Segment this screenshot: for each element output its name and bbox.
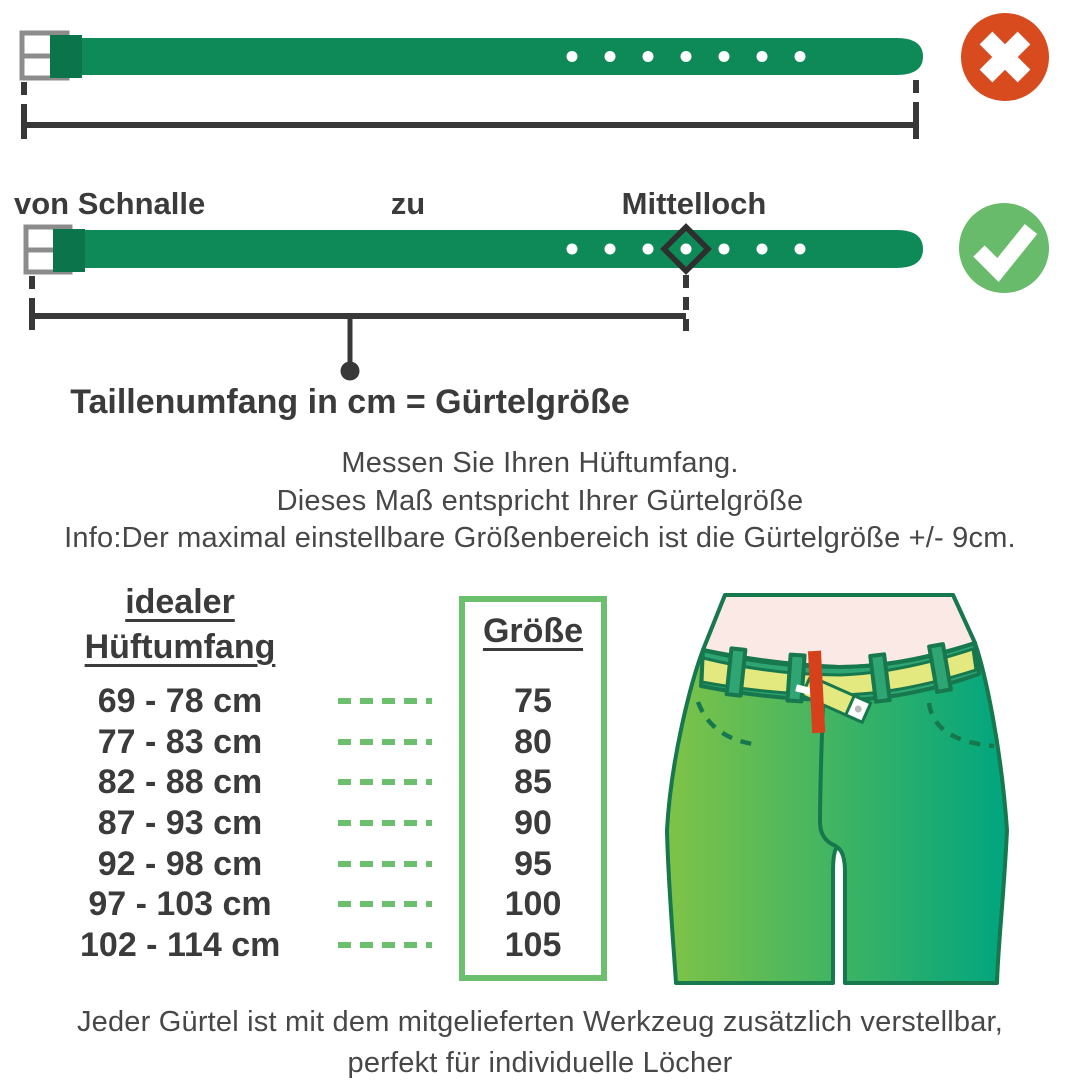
- label-middle-hole: Mittelloch: [621, 186, 767, 221]
- hip-range-value: 102 - 114 cm: [80, 926, 281, 965]
- dash-connector: [338, 779, 432, 785]
- hip-range-value: 69 - 78 cm: [97, 682, 263, 720]
- pants-illustration: [667, 595, 1007, 983]
- belt-tab: [50, 35, 82, 78]
- size-table-row: [0, 722, 620, 763]
- size-table-row: [0, 762, 620, 803]
- hip-range-value: 77 - 83 cm: [97, 722, 263, 761]
- size-table-row: [0, 925, 620, 966]
- belt-size-value: 85: [514, 763, 552, 802]
- size-table-row: [0, 884, 620, 925]
- belt-size-value: 95: [514, 844, 552, 883]
- size-formula: Taillenumfang in cm = Gürtelgröße: [70, 383, 630, 421]
- dash-connector: [338, 901, 432, 907]
- hip-header-line2: Hüftumfang: [84, 628, 276, 666]
- size-table-row: [0, 844, 620, 885]
- hip-range-value: 87 - 93 cm: [97, 804, 263, 843]
- footer-note: [0, 1002, 1080, 1080]
- x-circle-icon: [961, 13, 1049, 101]
- hip-header-line1: idealer: [125, 583, 235, 621]
- belt-illustration-right: [26, 203, 1049, 381]
- belt-size-value: 90: [514, 804, 552, 843]
- belt-size-value: 80: [514, 722, 552, 761]
- hip-range-value: 82 - 88 cm: [97, 763, 263, 802]
- belt-illustration-wrong: [22, 13, 1049, 139]
- hip-range-value: 97 - 103 cm: [88, 885, 272, 924]
- belt-tab: [53, 229, 85, 272]
- instructions: [0, 445, 1080, 558]
- measure-line-right: [32, 302, 686, 330]
- size-table-row: [0, 803, 620, 844]
- dash-connector: [338, 698, 432, 704]
- dash-connector: [338, 942, 432, 948]
- instruction-line: Messen Sie Ihren Hüftumfang.: [341, 447, 739, 479]
- dash-connector: [338, 820, 432, 826]
- footer-line: Jeder Gürtel ist mit dem mitgelieferten Werkzeug zusätzlich verstellbar,: [76, 1006, 1004, 1038]
- belt-strap: [60, 230, 923, 268]
- dash-connector: [338, 861, 432, 867]
- footer-line: perfekt für individuelle Löcher: [347, 1047, 733, 1079]
- hip-range-value: 92 - 98 cm: [97, 844, 263, 883]
- belt-strap: [60, 38, 923, 75]
- size-header: Größe: [482, 612, 584, 650]
- size-table-rows: [0, 681, 620, 966]
- belt-size-value: 100: [504, 885, 562, 924]
- belt-size-value: 75: [514, 682, 552, 720]
- measure-line-wrong: [24, 111, 916, 139]
- pointer-dot: [341, 362, 360, 381]
- label-from-buckle: von Schnalle: [14, 186, 206, 221]
- instruction-line: Info:Der maximal einstellbare Größenbereich ist die Gürtelgröße +/- 9cm.: [64, 522, 1016, 554]
- check-circle-icon: [959, 203, 1049, 293]
- dash-connector: [338, 739, 432, 745]
- instruction-line: Dieses Maß entspricht Ihrer Gürtelgröße: [276, 484, 804, 517]
- size-table-row: [0, 681, 620, 722]
- label-to: zu: [390, 186, 426, 221]
- belt-size-value: 105: [504, 926, 562, 965]
